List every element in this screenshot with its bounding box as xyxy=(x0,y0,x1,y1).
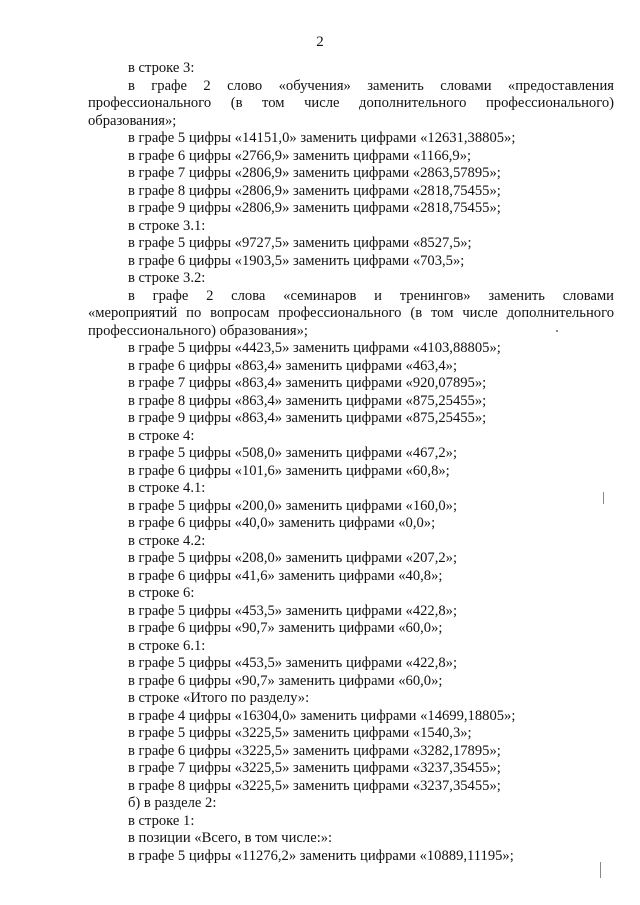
text-line: в графе 6 цифры «41,6» заменить цифрами «40,8»; xyxy=(128,567,443,584)
text-line: в строке 6.1: xyxy=(128,637,206,654)
text-line: в графе 5 цифры «453,5» заменить цифрами «422,8»; xyxy=(128,655,458,671)
page-number: 2 xyxy=(316,34,324,50)
text-line: образования»; xyxy=(88,112,177,129)
text-line: в графе 6 цифры «1903,5» заменить цифрами «703,5»; xyxy=(128,252,465,269)
text-line: в графе 7 цифры «3225,5» заменить цифрами «3237,35455»; xyxy=(128,760,501,776)
text-line: б) в разделе 2: xyxy=(128,795,217,811)
text-line: в графе 6 цифры «101,6» заменить цифрами «60,8»; xyxy=(128,462,450,479)
text-line: в графе 9 цифры «863,4» заменить цифрами «875,25455»; xyxy=(128,410,487,426)
text-line: в строке 4: xyxy=(128,427,195,444)
text-line: в графе 9 цифры «2806,9» заменить цифрами «2818,75455»; xyxy=(128,200,501,216)
text-line: в графе 5 цифры «208,0» заменить цифрами «207,2»; xyxy=(128,550,458,566)
text-line: в строке 6: xyxy=(128,585,195,601)
text-line: профессионального) образования»; xyxy=(88,322,308,339)
text-line: в графе 6 цифры «90,7» заменить цифрами «60,0»; xyxy=(128,672,443,689)
text-line: в графе 5 цифры «200,0» заменить цифрами «160,0»; xyxy=(128,497,458,514)
text-line: в строке 3.1: xyxy=(128,217,206,234)
text-line: в графе 6 цифры «863,4» заменить цифрами «463,4»; xyxy=(128,357,458,374)
text-line: в строке 4.2: xyxy=(128,532,206,549)
text-line: в графе 8 цифры «3225,5» заменить цифрами «3237,35455»; xyxy=(128,777,501,794)
text-line: в графе 6 цифры «2766,9» заменить цифрами «1166,9»; xyxy=(128,147,472,164)
text-line: профессионального (в том числе дополнительного профессионального) xyxy=(88,95,614,111)
text-line: в графе 6 цифры «40,0» заменить цифрами «0,0»; xyxy=(128,515,436,531)
text-line: в строке 4.1: xyxy=(128,480,206,496)
text-line: в графе 5 цифры «453,5» заменить цифрами «422,8»; xyxy=(128,602,458,619)
text-line: в позиции «Всего, в том числе:»: xyxy=(128,830,333,846)
text-line: в графе 2 слово «обучения» заменить словами «предоставления xyxy=(128,77,614,94)
text-line: в графе 5 цифры «508,0» заменить цифрами «467,2»; xyxy=(128,445,458,461)
text-line: «мероприятий по вопросам профессионального (в том числе дополнительного xyxy=(88,305,614,321)
text-line: в строке 1: xyxy=(128,812,195,829)
text-line: в графе 8 цифры «863,4» заменить цифрами «875,25455»; xyxy=(128,392,487,409)
text-line: в графе 7 цифры «2806,9» заменить цифрами «2863,57895»; xyxy=(128,165,501,181)
text-line: в графе 6 цифры «3225,5» заменить цифрами «3282,17895»; xyxy=(128,742,501,759)
scan-speck xyxy=(556,330,558,332)
scan-speck xyxy=(603,492,604,504)
text-line: в строке 3.2: xyxy=(128,270,206,286)
text-line: в графе 8 цифры «2806,9» заменить цифрами «2818,75455»; xyxy=(128,182,501,199)
text-line: в графе 5 цифры «11276,2» заменить цифрами «10889,11195»; xyxy=(128,847,514,864)
document-body xyxy=(88,60,614,865)
text-line: в графе 4 цифры «16304,0» заменить цифрами «14699,18805»; xyxy=(128,707,516,724)
text-line: в графе 2 слова «семинаров и тренингов» заменить словами xyxy=(128,287,614,304)
text-line: в графе 5 цифры «4423,5» заменить цифрами «4103,88805»; xyxy=(128,340,501,356)
text-line: в графе 7 цифры «863,4» заменить цифрами «920,07895»; xyxy=(128,375,487,391)
text-line: в строке 3: xyxy=(128,60,195,76)
text-line: в графе 5 цифры «14151,0» заменить цифрами «12631,38805»; xyxy=(128,130,516,146)
scan-speck xyxy=(600,862,601,878)
text-line: в строке «Итого по разделу»: xyxy=(128,690,310,706)
text-line: в графе 6 цифры «90,7» заменить цифрами «60,0»; xyxy=(128,620,443,636)
text-line: в графе 5 цифры «3225,5» заменить цифрами «1540,3»; xyxy=(128,725,472,741)
text-line: в графе 5 цифры «9727,5» заменить цифрами «8527,5»; xyxy=(128,235,472,251)
